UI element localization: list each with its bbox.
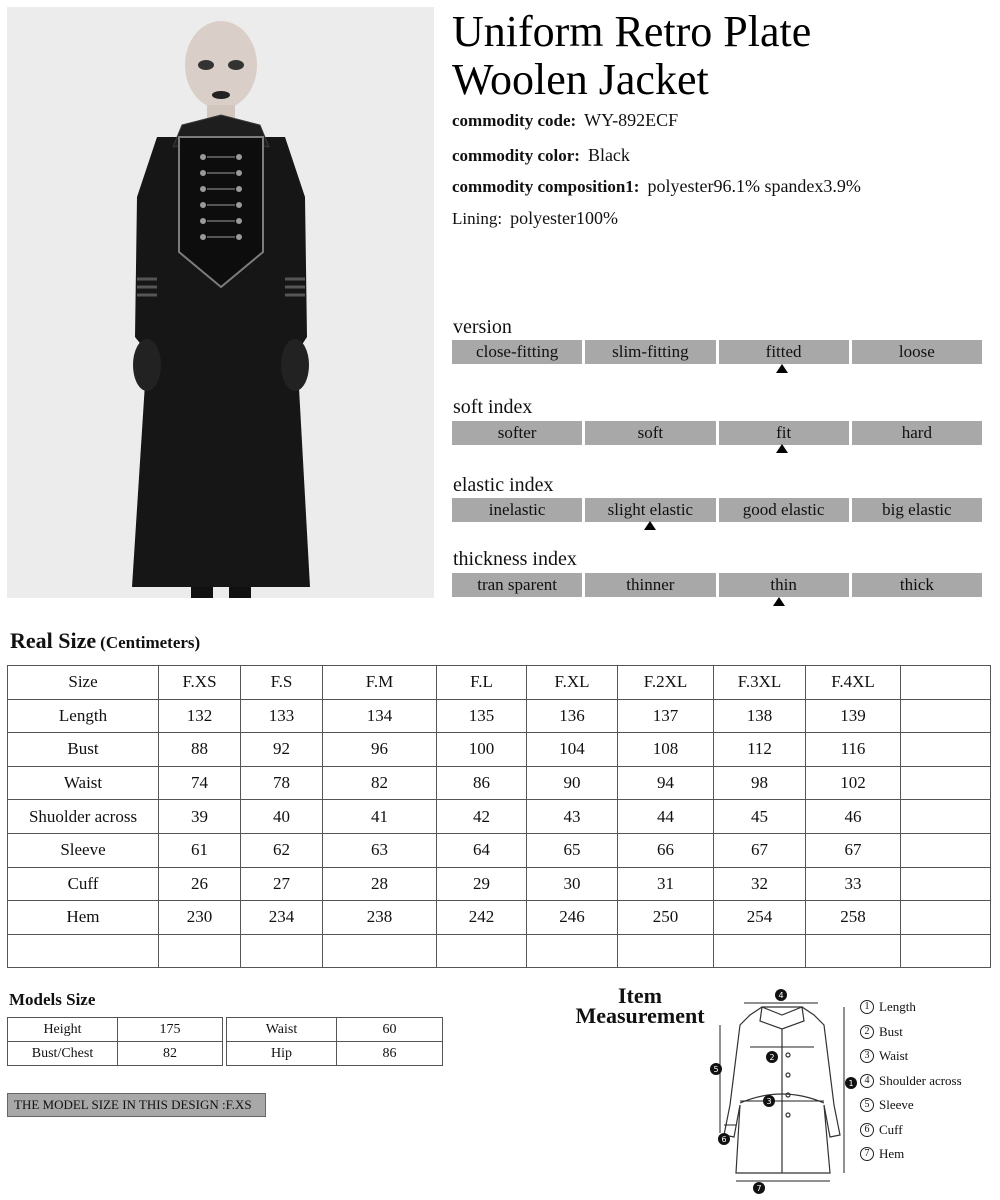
thickness-index-row	[452, 573, 982, 597]
table-cell: 234	[241, 901, 323, 935]
model-measure-label: Waist	[227, 1018, 337, 1042]
table-cell	[901, 699, 991, 733]
table-cell	[714, 934, 806, 968]
table-row	[227, 1042, 443, 1066]
models-size-table-right	[226, 1017, 443, 1066]
table-cell: 258	[806, 901, 901, 935]
product-title-line2: Woolen Jacket	[452, 55, 709, 104]
table-cell	[901, 766, 991, 800]
elastic-option: good elastic	[719, 498, 849, 522]
table-cell: 31	[618, 867, 714, 901]
table-row-label: Hem	[8, 901, 159, 935]
table-cell: 40	[241, 800, 323, 834]
table-row	[8, 1018, 223, 1042]
elastic-index-row	[452, 498, 982, 522]
models-size-table-left	[7, 1017, 223, 1066]
table-cell: 246	[527, 901, 618, 935]
svg-text:4: 4	[778, 991, 784, 1000]
model-size-note: THE MODEL SIZE IN THIS DESIGN :F.XS	[7, 1093, 266, 1117]
table-header-cell: F.3XL	[714, 666, 806, 700]
table-cell: 63	[323, 833, 437, 867]
table-cell: 100	[437, 733, 527, 767]
table-cell	[901, 867, 991, 901]
spec-value: polyester96.1% spandex3.9%	[647, 176, 861, 196]
real-size-heading: Real Size	[10, 628, 97, 653]
real-size-title	[10, 628, 200, 654]
table-cell: 98	[714, 766, 806, 800]
table-cell: 64	[437, 833, 527, 867]
legend-label: Shoulder across	[879, 1072, 962, 1088]
spec-label: Lining:	[452, 209, 503, 228]
thickness-index-title: thickness index	[453, 548, 577, 570]
table-cell: 82	[323, 766, 437, 800]
table-cell	[527, 934, 618, 968]
legend-label: Length	[879, 999, 916, 1015]
legend-item	[860, 1044, 962, 1069]
legend-number-icon: 4	[860, 1074, 874, 1088]
soft-option: soft	[585, 421, 715, 445]
legend-label: Sleeve	[879, 1097, 914, 1113]
table-cell: 67	[806, 833, 901, 867]
svg-text:3: 3	[766, 1097, 772, 1106]
table-cell: 254	[714, 901, 806, 935]
measurement-legend	[860, 995, 962, 1167]
table-cell: 46	[806, 800, 901, 834]
table-cell: 28	[323, 867, 437, 901]
table-row-label: Sleeve	[8, 833, 159, 867]
models-size-title: Models Size	[9, 990, 96, 1009]
table-cell: 26	[159, 867, 241, 901]
table-cell: 230	[159, 901, 241, 935]
model-in-coat-image	[7, 7, 434, 598]
soft-selected-marker-icon	[776, 444, 788, 453]
table-cell: 45	[714, 800, 806, 834]
table-cell: 42	[437, 800, 527, 834]
table-cell: 27	[241, 867, 323, 901]
model-measure-label: Bust/Chest	[8, 1042, 118, 1066]
table-cell: 92	[241, 733, 323, 767]
legend-number-icon: 3	[860, 1049, 874, 1063]
table-cell: 74	[159, 766, 241, 800]
legend-label: Hem	[879, 1146, 905, 1162]
soft-index-row	[452, 421, 982, 445]
item-measurement-title-line2: Measurement	[575, 1003, 705, 1028]
legend-label: Cuff	[879, 1121, 903, 1137]
model-measure-value: 82	[118, 1042, 223, 1066]
product-photo	[7, 7, 434, 598]
table-cell: 67	[714, 833, 806, 867]
table-row	[8, 766, 991, 800]
table-cell: 137	[618, 699, 714, 733]
spec-label: commodity color:	[452, 146, 580, 165]
table-cell: 61	[159, 833, 241, 867]
table-cell: 43	[527, 800, 618, 834]
soft-option: hard	[852, 421, 982, 445]
table-cell	[901, 833, 991, 867]
table-header-cell: Size	[8, 666, 159, 700]
table-cell: 139	[806, 699, 901, 733]
table-cell: 78	[241, 766, 323, 800]
table-row	[8, 1042, 223, 1066]
spec-label: commodity code:	[452, 111, 577, 130]
table-cell: 133	[241, 699, 323, 733]
table-cell: 132	[159, 699, 241, 733]
table-header-row	[8, 666, 991, 700]
model-measure-value: 60	[337, 1018, 443, 1042]
table-row	[8, 867, 991, 901]
version-option: loose	[852, 340, 982, 364]
table-cell: 41	[323, 800, 437, 834]
legend-label: Bust	[879, 1023, 903, 1039]
table-cell: 39	[159, 800, 241, 834]
table-cell	[437, 934, 527, 968]
thickness-option: tran sparent	[452, 573, 582, 597]
table-cell: 96	[323, 733, 437, 767]
table-row-label: Shuolder across	[8, 800, 159, 834]
coat-measurement-diagram	[700, 985, 865, 1195]
table-cell: 250	[618, 901, 714, 935]
table-cell	[159, 934, 241, 968]
legend-item	[860, 1093, 962, 1118]
model-measure-label: Height	[8, 1018, 118, 1042]
table-cell	[323, 934, 437, 968]
table-header-cell: F.4XL	[806, 666, 901, 700]
table-header-cell: F.2XL	[618, 666, 714, 700]
table-cell: 62	[241, 833, 323, 867]
legend-item	[860, 1142, 962, 1167]
thickness-option: thin	[719, 573, 849, 597]
table-cell: 108	[618, 733, 714, 767]
table-cell: 112	[714, 733, 806, 767]
svg-text:2: 2	[769, 1053, 775, 1062]
table-row-label: Cuff	[8, 867, 159, 901]
table-cell: 102	[806, 766, 901, 800]
thickness-selected-marker-icon	[773, 597, 785, 606]
spec-label: commodity composition1:	[452, 177, 640, 196]
thickness-option: thinner	[585, 573, 715, 597]
table-cell: 242	[437, 901, 527, 935]
table-cell: 44	[618, 800, 714, 834]
product-title	[452, 8, 982, 104]
soft-option: fit	[719, 421, 849, 445]
real-size-table	[7, 665, 991, 968]
svg-text:5: 5	[713, 1065, 719, 1074]
model-measure-value: 175	[118, 1018, 223, 1042]
table-row	[8, 733, 991, 767]
elastic-index-title: elastic index	[453, 474, 554, 496]
legend-number-icon: 6	[860, 1123, 874, 1137]
table-cell	[901, 800, 991, 834]
elastic-selected-marker-icon	[644, 521, 656, 530]
model-measure-label: Hip	[227, 1042, 337, 1066]
table-row-label: Length	[8, 699, 159, 733]
table-header-cell: F.XS	[159, 666, 241, 700]
spec-commodity-composition	[452, 176, 861, 197]
svg-text:1: 1	[848, 1079, 854, 1088]
legend-number-icon: 7	[860, 1147, 874, 1161]
real-size-table-body	[8, 666, 991, 968]
table-cell: 66	[618, 833, 714, 867]
version-option: slim-fitting	[585, 340, 715, 364]
table-row	[8, 934, 991, 968]
table-cell: 136	[527, 699, 618, 733]
table-cell: 134	[323, 699, 437, 733]
svg-text:6: 6	[721, 1135, 727, 1144]
table-cell: 94	[618, 766, 714, 800]
table-cell	[901, 733, 991, 767]
spec-commodity-color	[452, 145, 630, 166]
table-header-cell: F.XL	[527, 666, 618, 700]
table-row	[8, 699, 991, 733]
table-row-label: Bust	[8, 733, 159, 767]
table-header-cell: F.S	[241, 666, 323, 700]
table-header-cell: F.M	[323, 666, 437, 700]
elastic-option: inelastic	[452, 498, 582, 522]
table-cell	[901, 901, 991, 935]
table-cell: 135	[437, 699, 527, 733]
table-cell: 30	[527, 867, 618, 901]
table-header-cell	[901, 666, 991, 700]
version-option: fitted	[719, 340, 849, 364]
table-row-label	[8, 934, 159, 968]
spec-value: polyester100%	[510, 208, 619, 228]
table-row	[8, 800, 991, 834]
version-index-title: version	[453, 316, 512, 338]
version-selected-marker-icon	[776, 364, 788, 373]
spec-commodity-code	[452, 110, 678, 131]
table-cell	[806, 934, 901, 968]
spec-value: Black	[587, 145, 630, 165]
legend-item	[860, 995, 962, 1020]
table-row-label: Waist	[8, 766, 159, 800]
table-cell: 29	[437, 867, 527, 901]
table-cell: 65	[527, 833, 618, 867]
thickness-option: thick	[852, 573, 982, 597]
table-row	[8, 833, 991, 867]
legend-number-icon: 5	[860, 1098, 874, 1112]
table-row	[227, 1018, 443, 1042]
legend-item	[860, 1069, 962, 1094]
table-cell	[901, 934, 991, 968]
legend-number-icon: 2	[860, 1025, 874, 1039]
table-cell: 90	[527, 766, 618, 800]
legend-item	[860, 1118, 962, 1143]
item-measurement-title	[560, 983, 720, 1028]
soft-index-title: soft index	[453, 396, 533, 418]
table-cell: 138	[714, 699, 806, 733]
spec-value: WY-892ECF	[584, 110, 679, 130]
model-measure-value: 86	[337, 1042, 443, 1066]
legend-number-icon: 1	[860, 1000, 874, 1014]
version-index-row	[452, 340, 982, 364]
table-cell	[618, 934, 714, 968]
elastic-option: slight elastic	[585, 498, 715, 522]
table-cell: 104	[527, 733, 618, 767]
table-cell	[241, 934, 323, 968]
table-cell: 88	[159, 733, 241, 767]
table-cell: 33	[806, 867, 901, 901]
legend-label: Waist	[879, 1048, 909, 1064]
legend-item	[860, 1020, 962, 1045]
table-cell: 238	[323, 901, 437, 935]
table-cell: 116	[806, 733, 901, 767]
svg-text:7: 7	[756, 1184, 762, 1193]
spec-lining	[452, 208, 618, 229]
table-cell: 32	[714, 867, 806, 901]
table-row	[8, 901, 991, 935]
version-option: close-fitting	[452, 340, 582, 364]
product-title-line1: Uniform Retro Plate	[452, 7, 812, 56]
soft-option: softer	[452, 421, 582, 445]
elastic-option: big elastic	[852, 498, 982, 522]
table-cell: 86	[437, 766, 527, 800]
item-measurement-title-line1: Item	[618, 983, 662, 1008]
real-size-unit: (Centimeters)	[100, 633, 201, 652]
table-header-cell: F.L	[437, 666, 527, 700]
